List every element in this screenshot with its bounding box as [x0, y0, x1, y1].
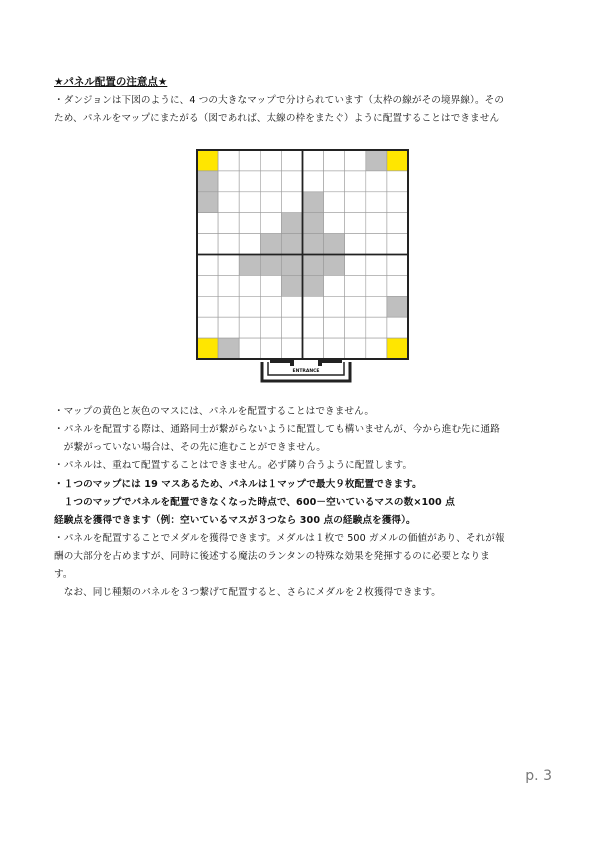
map-cell — [239, 275, 260, 296]
map-cell — [218, 317, 239, 338]
map-cell — [345, 296, 366, 317]
map-cell-gray — [239, 255, 260, 276]
map-cell-gray — [260, 234, 281, 255]
map-cell — [345, 213, 366, 234]
map-cell — [239, 296, 260, 317]
map-cell — [197, 317, 218, 338]
map-cell — [218, 275, 239, 296]
map-cell — [324, 213, 345, 234]
map-cell — [324, 338, 345, 359]
medal-line-2: 酬の大部分を占めますが、同時に後述する魔法のランタンの特殊な効果を発揮するのに必要となりま — [54, 551, 490, 562]
map-cell — [281, 171, 302, 192]
map-cell — [303, 296, 324, 317]
map-cell-yellow — [197, 338, 218, 359]
map-cell — [281, 338, 302, 359]
map-cell-gray — [260, 255, 281, 276]
map-cell — [303, 317, 324, 338]
map-cell-gray — [197, 192, 218, 213]
intro-line-1: ・ダンジョンは下図のように、4 つの大きなマップで分けられています（太枠の線がその境界線）。その — [54, 95, 505, 106]
map-cell — [260, 192, 281, 213]
map-cell — [281, 150, 302, 171]
note-line-3: が繋がっていない場合は、その先に進むことができません。 — [54, 442, 326, 453]
map-cell-gray — [303, 275, 324, 296]
map-cell — [239, 338, 260, 359]
map-cell-gray — [218, 338, 239, 359]
map-cell — [197, 255, 218, 276]
intro-line-2: ため、パネルをマップにまたがる（図であれば、太線の枠をまたぐ）ように配置することはできません — [54, 113, 500, 124]
map-cell — [387, 192, 408, 213]
map-cell — [366, 213, 387, 234]
map-cell — [260, 213, 281, 234]
map-cell — [366, 192, 387, 213]
map-cell — [324, 192, 345, 213]
map-cell — [260, 150, 281, 171]
map-cell — [239, 171, 260, 192]
map-cell — [239, 192, 260, 213]
map-cell — [260, 171, 281, 192]
map-cell — [303, 338, 324, 359]
bold-line-2: １つのマップでパネルを配置できなくなった時点で、600－空いているマスの数×100 点 — [54, 497, 455, 508]
map-cell — [324, 317, 345, 338]
map-cell — [218, 171, 239, 192]
medal-line-1: ・パネルを配置することでメダルを獲得できます。メダルは１枚で 500 ガメルの価値があり、それが報 — [54, 533, 505, 544]
map-cell-gray — [303, 192, 324, 213]
map-cell — [387, 213, 408, 234]
map-cell — [218, 150, 239, 171]
map-cell — [345, 192, 366, 213]
medal-line-4: なお、同じ種類のパネルを３つ繋げて配置すると、さらにメダルを２枚獲得できます。 — [54, 587, 441, 598]
map-cell — [260, 317, 281, 338]
map-cell — [324, 171, 345, 192]
map-cell — [387, 255, 408, 276]
map-cell — [345, 171, 366, 192]
map-cell-gray — [303, 234, 324, 255]
map-cell — [366, 171, 387, 192]
dungeon-map-diagram — [0, 0, 608, 400]
map-cell — [345, 234, 366, 255]
map-cell — [366, 338, 387, 359]
bold-line-1: ・１つのマップには 19 マスあるため、パネルは１マップで最大９枚配置できます。 — [54, 479, 422, 490]
medal-line-3: す。 — [54, 569, 73, 580]
map-cell-gray — [303, 255, 324, 276]
map-cell — [366, 296, 387, 317]
map-cell — [239, 213, 260, 234]
map-cell — [218, 296, 239, 317]
map-cell — [260, 296, 281, 317]
map-cell-gray — [197, 171, 218, 192]
map-cell-gray — [281, 275, 302, 296]
map-cell — [197, 234, 218, 255]
note-line-4: ・パネルは、重ねて配置することはできません。必ず隣り合うように配置します。 — [54, 460, 413, 471]
map-cell — [345, 255, 366, 276]
map-cell — [260, 338, 281, 359]
map-cell — [366, 317, 387, 338]
map-cell-gray — [281, 234, 302, 255]
map-cell — [197, 275, 218, 296]
map-cell — [324, 275, 345, 296]
dungeon-map-svg — [0, 0, 608, 400]
map-cell-gray — [324, 234, 345, 255]
map-cell — [345, 275, 366, 296]
map-cell — [387, 317, 408, 338]
map-cell — [366, 255, 387, 276]
map-cell — [366, 234, 387, 255]
map-cell — [218, 255, 239, 276]
map-cell — [218, 213, 239, 234]
map-cell — [345, 338, 366, 359]
map-cell — [281, 317, 302, 338]
note-line-1: ・マップの黄色と灰色のマスには、パネルを配置することはできません。 — [54, 406, 375, 417]
note-line-2: ・パネルを配置する際は、通路同士が繋がらないように配置しても構いませんが、今から進む先に通路 — [54, 424, 500, 435]
map-cell — [239, 234, 260, 255]
entrance-structure — [262, 360, 350, 381]
map-outer-border — [197, 150, 408, 359]
map-cell-yellow — [197, 150, 218, 171]
entrance-label: ENTRANCE — [292, 369, 320, 374]
map-cell — [218, 192, 239, 213]
map-cell — [345, 150, 366, 171]
map-cell — [218, 234, 239, 255]
map-cell — [324, 296, 345, 317]
map-cell — [281, 296, 302, 317]
map-cell — [303, 150, 324, 171]
map-cell — [366, 275, 387, 296]
map-cell — [387, 171, 408, 192]
map-cell — [239, 150, 260, 171]
map-cell-gray — [281, 255, 302, 276]
bold-line-3: 経験点を獲得できます（例：空いているマスが３つなら 300 点の経験点を獲得）。 — [54, 515, 416, 526]
map-cell — [239, 317, 260, 338]
map-cell — [303, 171, 324, 192]
map-cell — [197, 296, 218, 317]
map-cell-gray — [387, 296, 408, 317]
map-cell — [387, 234, 408, 255]
map-cell-yellow — [387, 338, 408, 359]
map-cell — [345, 317, 366, 338]
section-heading: ★パネル配置の注意点★ — [54, 76, 168, 88]
page-number: p. 3 — [525, 768, 552, 784]
map-cell — [197, 213, 218, 234]
map-cell-yellow — [387, 150, 408, 171]
map-cell — [324, 150, 345, 171]
map-cell — [387, 275, 408, 296]
map-cell-gray — [303, 213, 324, 234]
map-cell — [281, 192, 302, 213]
map-cell-gray — [324, 255, 345, 276]
map-cell-gray — [366, 150, 387, 171]
map-cell-gray — [281, 213, 302, 234]
map-cell — [260, 275, 281, 296]
